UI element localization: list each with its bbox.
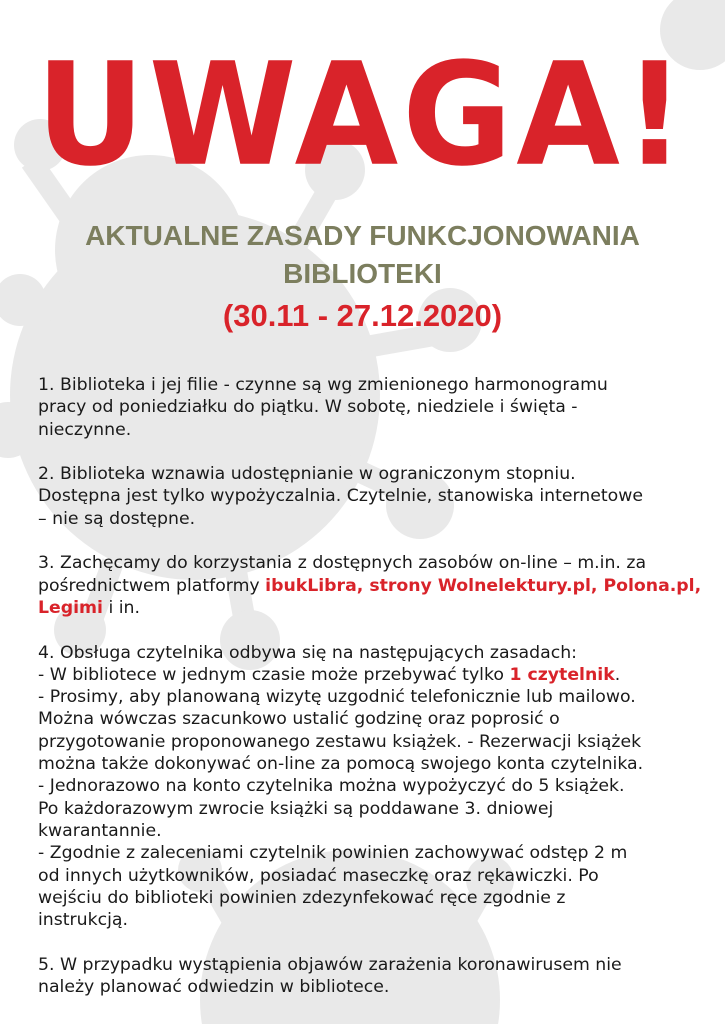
rule-4-line: 4. Obsługa czytelnika odbywa się na następujących zasadach: <box>38 642 577 663</box>
rule-4-line: Można wówczas szacunkowo ustalić godzinę oraz poprosić o <box>38 709 560 730</box>
rule-1-line: 1. Biblioteka i jej filie - czynne są wg zmienionego harmonogramu <box>38 375 608 395</box>
reader-limit-highlight: 1 czytelnik <box>509 664 615 685</box>
legimi-link[interactable]: Legimi <box>38 597 103 618</box>
subtitle-line-2: BIBLIOTEKI <box>283 258 442 289</box>
online-resources-link[interactable]: ibukLibra, strony Wolnelektury.pl, Polona.pl, <box>265 575 702 596</box>
rule-4-line: od innych użytkowników, posiadać maseczkę oraz rękawiczki. Po <box>38 865 599 886</box>
subtitle-line-1: AKTUALNE ZASADY FUNKCJONOWANIA <box>85 220 640 251</box>
rule-2-line: Dostępna jest tylko wypożyczalnia. Czytelnie, stanowiska internetowe <box>38 486 643 507</box>
rule-3-line <box>38 597 708 619</box>
rule-3-line: 3. Zachęcamy do korzystania z dostępnych zasobów on-line – m.in. za <box>38 553 647 574</box>
rule-4-line: - Zgodnie z zaleceniami czytelnik powinien zachowywać odstęp 2 m <box>38 843 628 864</box>
rule-3-text: i in. <box>102 597 141 618</box>
rule-4-line <box>38 664 708 686</box>
rule-4-line: - Jednorazowo na konto czytelnika można wypożyczyć do 5 książek. <box>38 776 625 797</box>
rule-2-line: – nie są dostępne. <box>38 508 196 529</box>
rule-4-text: - W bibliotece w jednym czasie może przebywać tylko <box>38 664 510 685</box>
page-title: UWAGA! <box>35 32 690 198</box>
rule-4-line: instrukcją. <box>38 910 128 931</box>
rule-3 <box>38 552 708 619</box>
rules-list <box>38 374 708 1021</box>
rule-5 <box>38 954 708 999</box>
rule-1-line: pracy od poniedziałku do piątku. W sobotę, niedziele i święta - <box>38 397 578 418</box>
rule-5-line: 5. W przypadku wystąpienia objawów zarażenia koronawirusem nie <box>38 954 622 975</box>
rule-5-line: należy planować odwiedzin w bibliotece. <box>38 977 390 998</box>
rule-4-line: - Prosimy, aby planowaną wizytę uzgodnić telefonicznie lub mailowo. <box>38 687 636 708</box>
rule-4-line: przygotowanie proponowanego zestawu książek. - Rezerwacji książek <box>38 731 642 752</box>
date-range: (30.11 - 27.12.2020) <box>222 298 503 333</box>
rule-3-line <box>38 575 708 597</box>
rule-4-line: Po każdorazowym zwrocie książki są poddawane 3. dniowej <box>38 798 554 819</box>
rule-4-line: można także dokonywać on-line za pomocą swojego konta czytelnika. <box>38 754 644 775</box>
rule-1-line: nieczynne. <box>38 419 132 440</box>
rule-4-line: wejściu do biblioteki powinien zdezynfekować ręce zgodnie z <box>38 887 566 908</box>
rule-2-line: 2. Biblioteka wznawia udostępnianie w ograniczonym stopniu. <box>38 464 576 485</box>
rule-1 <box>38 374 708 441</box>
rule-4 <box>38 642 708 932</box>
rule-3-text: pośrednictwem platformy <box>38 575 266 596</box>
rule-2 <box>38 463 708 530</box>
rule-4-text: . <box>614 664 621 685</box>
rule-4-line: kwarantannie. <box>38 820 162 841</box>
